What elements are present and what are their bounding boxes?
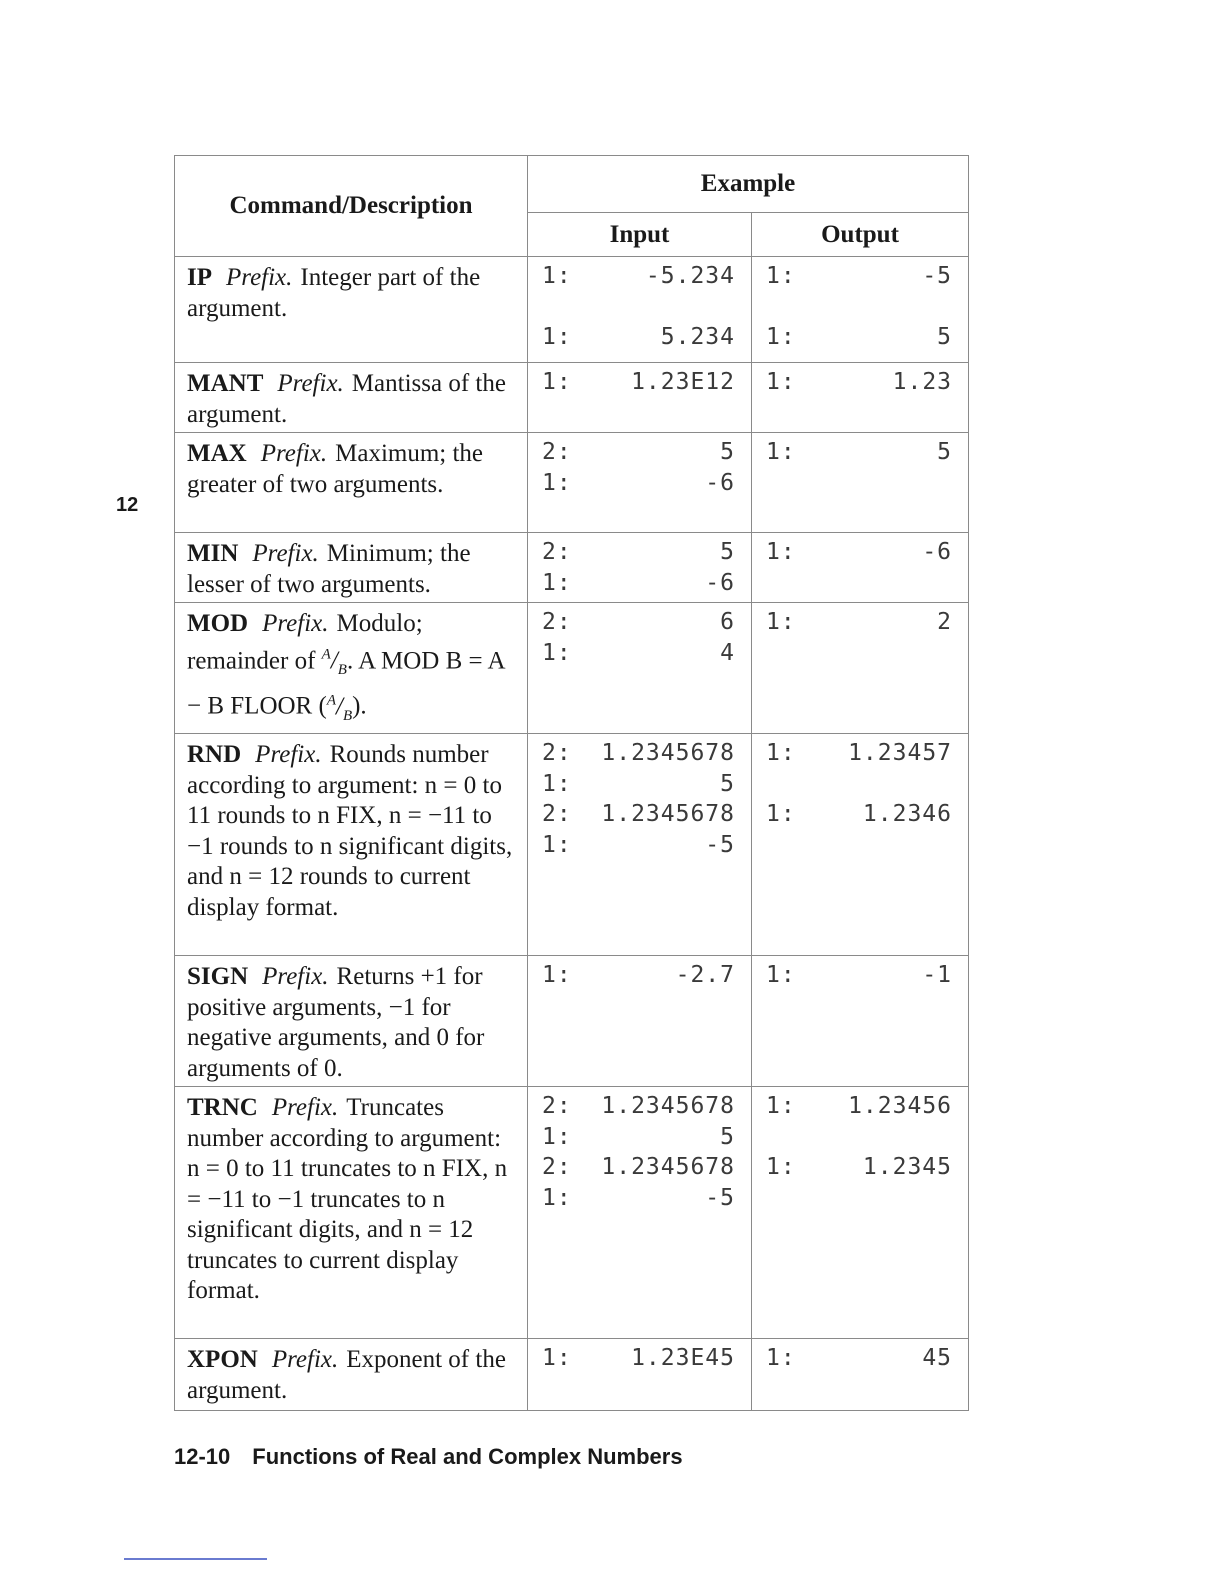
input-cell bbox=[528, 1339, 752, 1411]
stack-level: 1: bbox=[766, 1345, 796, 1372]
stack-line bbox=[542, 437, 735, 468]
stack-line bbox=[766, 607, 952, 638]
command-description: Minimum; the lesser of two arguments. bbox=[187, 540, 471, 598]
stack-value: 5 bbox=[937, 439, 953, 466]
chapter-title: Functions of Real and Complex Numbers bbox=[252, 1444, 683, 1469]
stack-value: 5 bbox=[937, 324, 953, 351]
command-name: SIGN bbox=[187, 963, 249, 991]
stack-level: 2: bbox=[542, 801, 572, 828]
command-formula: A MOD B = A − B FLOOR ( bbox=[187, 646, 505, 720]
fraction-numerator: A bbox=[326, 692, 336, 709]
stack-level: 1: bbox=[766, 740, 796, 767]
stack-line bbox=[542, 738, 735, 769]
input-cell bbox=[528, 257, 752, 363]
stack-value: -5.234 bbox=[645, 263, 735, 290]
stack-line bbox=[766, 261, 952, 292]
command-description-cell bbox=[175, 956, 528, 1087]
stack-level: 1: bbox=[542, 469, 572, 496]
input-cell bbox=[528, 533, 752, 603]
stack-line bbox=[542, 607, 735, 638]
stack-level: 1: bbox=[542, 831, 572, 858]
fraction: $^A/_B$ bbox=[326, 692, 353, 724]
table-row bbox=[175, 363, 969, 433]
stack-line bbox=[766, 1183, 952, 1214]
stack-value: 6 bbox=[720, 609, 735, 636]
stack-line bbox=[766, 537, 952, 568]
stack-value: 1.23456 bbox=[848, 1093, 953, 1120]
stack-level: 2: bbox=[542, 1154, 572, 1181]
command-description-cell bbox=[175, 1087, 528, 1339]
stack-line bbox=[542, 261, 735, 292]
table-row bbox=[175, 1087, 969, 1339]
command-description: Modulo; remainder of bbox=[187, 610, 423, 674]
command-description: Mantissa of the argument. bbox=[187, 370, 506, 428]
table-row bbox=[175, 433, 969, 533]
command-description: Truncates number according to argument: n = 0 to 11 truncates to n FIX, n = −11 to −1 truncates to n significant digits, and n = 12 truncates to current display format. bbox=[187, 1094, 508, 1305]
stack-line bbox=[542, 568, 735, 599]
stack-value: 1.2345 bbox=[862, 1154, 953, 1181]
command-description: Integer part of the argument. bbox=[187, 264, 481, 322]
table-row bbox=[175, 956, 969, 1087]
stack-level: 1: bbox=[766, 1154, 796, 1181]
stack-value: -1 bbox=[922, 962, 953, 989]
command-name: RND bbox=[187, 741, 242, 769]
input-cell bbox=[528, 734, 752, 956]
prefix-label: Prefix. bbox=[226, 264, 293, 291]
stack-value: 5.234 bbox=[660, 324, 735, 351]
prefix-label: Prefix. bbox=[271, 1346, 339, 1374]
stack-level: 1: bbox=[542, 263, 572, 290]
stack-level: 1: bbox=[542, 569, 572, 596]
stack-value: -6 bbox=[922, 539, 953, 566]
page-footer bbox=[174, 1444, 683, 1470]
stack-line bbox=[542, 830, 735, 861]
stack-value: -6 bbox=[705, 569, 735, 596]
stack-value: 1.2345678 bbox=[601, 1093, 735, 1120]
stack-level: 1: bbox=[542, 770, 572, 797]
stack-value: -5 bbox=[922, 263, 953, 290]
command-description-cell bbox=[175, 433, 528, 533]
stack-value: 45 bbox=[922, 1345, 953, 1372]
stack-level: 1: bbox=[766, 539, 796, 566]
command-description: Maximum; the greater of two arguments. bbox=[187, 440, 484, 498]
command-name: IP bbox=[187, 264, 212, 291]
stack-level: 1: bbox=[766, 1093, 796, 1120]
stack-value: 5 bbox=[720, 439, 735, 466]
stack-value: -6 bbox=[705, 469, 735, 496]
stack-line bbox=[766, 292, 952, 323]
command-description-cell bbox=[175, 533, 528, 603]
stack-line bbox=[766, 960, 952, 991]
stack-line bbox=[766, 1091, 952, 1122]
output-cell bbox=[752, 533, 969, 603]
output-cell bbox=[752, 603, 969, 734]
stack-level: 1: bbox=[542, 1345, 572, 1372]
fraction-denominator: B bbox=[337, 661, 347, 678]
command-description: Rounds number according to argument: n = 0 to 11 rounds to n FIX, n = −11 to −1 rounds to n significant digits, and n = 12 rounds to current display format. bbox=[187, 741, 513, 921]
fraction-numerator: A bbox=[321, 646, 331, 663]
output-cell bbox=[752, 734, 969, 956]
input-cell bbox=[528, 363, 752, 433]
header-input: Input bbox=[528, 213, 752, 257]
prefix-label: Prefix. bbox=[252, 540, 319, 567]
stack-line bbox=[542, 638, 735, 669]
table-row bbox=[175, 533, 969, 603]
stack-line bbox=[766, 1152, 952, 1183]
command-name: MAX bbox=[187, 440, 247, 467]
chapter-side-tab: 12 bbox=[116, 494, 139, 516]
stack-value: 1.23E12 bbox=[631, 369, 735, 396]
page-number: 12-10 bbox=[174, 1444, 231, 1469]
command-name: MIN bbox=[187, 540, 239, 567]
input-cell bbox=[528, 433, 752, 533]
fraction-denominator: B bbox=[342, 707, 353, 724]
stack-line bbox=[542, 1091, 735, 1122]
stack-line bbox=[766, 738, 952, 769]
stack-line bbox=[766, 367, 952, 398]
stack-line bbox=[766, 1343, 952, 1374]
stack-level: 2: bbox=[542, 539, 572, 566]
formula-end: ). bbox=[352, 692, 367, 720]
stack-level: 2: bbox=[542, 439, 572, 466]
stack-line bbox=[766, 1122, 952, 1153]
stack-level: 1: bbox=[766, 324, 796, 351]
stack-line bbox=[542, 1122, 735, 1153]
command-name: MANT bbox=[187, 370, 264, 397]
stack-level: 2: bbox=[542, 609, 572, 636]
stack-line bbox=[542, 769, 735, 800]
table-row bbox=[175, 603, 969, 734]
output-cell bbox=[752, 1087, 969, 1339]
prefix-label: Prefix. bbox=[260, 440, 328, 467]
functions-table bbox=[174, 155, 969, 1411]
stack-value: 1.23 bbox=[892, 369, 953, 396]
stack-level: 1: bbox=[542, 369, 572, 396]
stack-level: 1: bbox=[766, 263, 796, 290]
prefix-label: Prefix. bbox=[271, 1094, 339, 1122]
command-description-cell bbox=[175, 734, 528, 956]
stack-level: 2: bbox=[542, 1093, 572, 1120]
fraction: $^A/_B$ bbox=[321, 646, 347, 678]
stack-value: 5 bbox=[720, 770, 735, 797]
stack-level: 1: bbox=[766, 801, 796, 828]
stack-line bbox=[542, 468, 735, 499]
stack-line bbox=[542, 1152, 735, 1183]
output-cell bbox=[752, 257, 969, 363]
command-name: XPON bbox=[187, 1346, 258, 1374]
stack-value: 1.2345678 bbox=[601, 740, 735, 767]
stack-line bbox=[766, 830, 952, 861]
output-cell bbox=[752, 433, 969, 533]
stack-level: 1: bbox=[542, 324, 572, 351]
table-row bbox=[175, 1339, 969, 1411]
stack-value: 2 bbox=[937, 609, 953, 636]
input-cell bbox=[528, 603, 752, 734]
table-row bbox=[175, 257, 969, 363]
stack-level: 1: bbox=[542, 639, 572, 666]
stack-line bbox=[542, 292, 735, 323]
stack-line bbox=[766, 437, 952, 468]
stack-level: 1: bbox=[542, 1123, 572, 1150]
stack-level: 1: bbox=[766, 962, 796, 989]
scan-rule bbox=[124, 1558, 267, 1560]
stack-level: 1: bbox=[766, 369, 796, 396]
stack-value: -2.7 bbox=[675, 962, 735, 989]
stack-level: 1: bbox=[542, 962, 572, 989]
command-description-cell bbox=[175, 1339, 528, 1411]
command-description: Exponent of the argument. bbox=[187, 1346, 506, 1404]
stack-line bbox=[542, 960, 735, 991]
command-name: MOD bbox=[187, 610, 249, 637]
stack-level: 1: bbox=[766, 439, 796, 466]
stack-line bbox=[542, 537, 735, 568]
stack-line bbox=[766, 799, 952, 830]
command-name: TRNC bbox=[187, 1094, 258, 1122]
input-cell bbox=[528, 956, 752, 1087]
input-cell bbox=[528, 1087, 752, 1339]
output-cell bbox=[752, 363, 969, 433]
prefix-label: Prefix. bbox=[255, 741, 322, 769]
table-row bbox=[175, 734, 969, 956]
command-description-cell bbox=[175, 363, 528, 433]
stack-value: 1.2345678 bbox=[601, 1154, 735, 1181]
prefix-label: Prefix. bbox=[277, 370, 344, 397]
prefix-label: Prefix. bbox=[262, 963, 329, 991]
output-cell bbox=[752, 956, 969, 1087]
prefix-label: Prefix. bbox=[262, 610, 329, 637]
stack-line bbox=[766, 769, 952, 800]
stack-line bbox=[542, 1183, 735, 1214]
stack-value: 1.2346 bbox=[862, 801, 953, 828]
stack-line bbox=[766, 322, 952, 353]
command-description-cell bbox=[175, 257, 528, 363]
stack-value: 5 bbox=[720, 1123, 735, 1150]
stack-line bbox=[542, 1343, 735, 1374]
output-cell bbox=[752, 1339, 969, 1411]
stack-line bbox=[542, 367, 735, 398]
stack-value: 1.23457 bbox=[848, 740, 953, 767]
header-output: Output bbox=[752, 213, 969, 257]
stack-level: 1: bbox=[766, 609, 796, 636]
stack-value: 1.2345678 bbox=[601, 801, 735, 828]
stack-level: 1: bbox=[542, 1184, 572, 1211]
stack-value: 1.23E45 bbox=[631, 1345, 735, 1372]
stack-line bbox=[542, 322, 735, 353]
stack-level: 2: bbox=[542, 740, 572, 767]
command-description: Returns +1 for positive arguments, −1 for negative arguments, and 0 for arguments of 0. bbox=[187, 963, 485, 1082]
stack-value: 5 bbox=[720, 539, 735, 566]
header-command: Command/Description bbox=[175, 156, 528, 257]
command-description-cell: MOD Prefix. Modulo; remainder of $^A/_B$. A MOD B = A − B FLOOR $(^A/_B)$. bbox=[175, 603, 528, 734]
header-example: Example bbox=[528, 156, 969, 213]
stack-value: -5 bbox=[705, 1184, 735, 1211]
stack-value: 4 bbox=[720, 639, 735, 666]
stack-line bbox=[542, 799, 735, 830]
stack-value: -5 bbox=[705, 831, 735, 858]
